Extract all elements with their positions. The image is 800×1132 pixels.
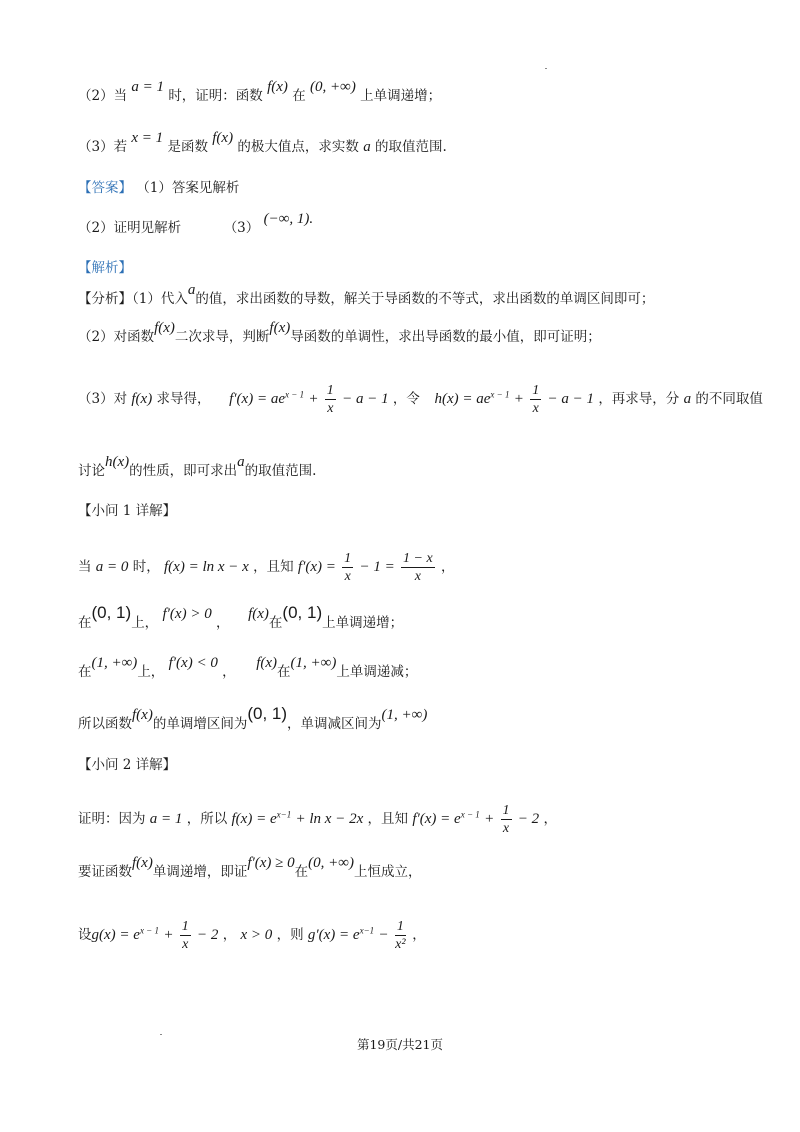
text: 在 <box>78 615 92 631</box>
interval: (0, 1) <box>247 704 288 723</box>
text: ， <box>543 811 557 827</box>
plus-sign: + <box>308 391 319 407</box>
fenxi-text: 的值，求出函数的导数，解关于导函数的不等式，求出函数的单调区间即可； <box>195 291 655 307</box>
xw2-tag: 【小问 2 详解】 <box>78 757 177 773</box>
q3-cond: x = 1 <box>131 130 164 146</box>
fenxi-tag: 【分析】 <box>78 291 132 307</box>
fenxi-text: （3）对 <box>78 391 128 407</box>
fenxi-fx: f(x) <box>269 320 291 336</box>
exponent: x−1 <box>359 925 375 936</box>
exponent: x − 1 <box>285 389 305 400</box>
answer-3-value: (−∞, 1). <box>263 211 314 227</box>
function-def: f(x) = e <box>231 811 277 827</box>
fenxi-tail: − a − 1 <box>342 391 389 407</box>
question-2 <box>78 79 442 106</box>
plus-sign: + <box>163 927 174 943</box>
xw1-tag: 【小问 1 详解】 <box>78 503 177 519</box>
fenxi-fprime: f′(x) = ae <box>229 391 285 407</box>
numerator: 1 <box>532 383 540 398</box>
answer-3-label: （3） <box>223 220 260 236</box>
fenxi-text: 的取值范围. <box>244 463 317 479</box>
minus-two: − 2 <box>517 811 540 827</box>
minus-two: − 2 <box>197 927 219 943</box>
text: ， <box>222 664 236 680</box>
denominator: x <box>327 401 334 416</box>
q2-text: 上单调递增； <box>360 88 442 104</box>
numerator: 1 <box>181 919 189 934</box>
answer-2: （2）证明见解析 <box>78 220 182 236</box>
fenxi-4 <box>78 454 317 481</box>
interval: (0, 1) <box>282 603 323 622</box>
interval: (1, +∞) <box>381 707 428 723</box>
q2-cond: a = 1 <box>131 79 165 95</box>
text: ，且知 <box>367 811 409 827</box>
fraction <box>401 550 435 585</box>
answer-1: （1）答案见解析 <box>136 180 240 196</box>
fenxi-text: 的不同取值 <box>695 391 763 407</box>
exponent: x − 1 <box>139 925 160 936</box>
fenxi-3 <box>78 382 763 417</box>
text: 上， <box>131 615 159 631</box>
xw1-line-4 <box>78 704 428 734</box>
fenxi-h: h(x) = ae <box>434 391 491 407</box>
text: 的单调增区间为 <box>152 716 248 732</box>
fenxi-a: a <box>187 282 196 298</box>
text: 证明：因为 <box>78 811 146 827</box>
interval: (0, +∞) <box>308 855 354 871</box>
text: 时， <box>132 559 160 575</box>
text: 上恒成立， <box>353 864 422 880</box>
fenxi-a: a <box>237 454 245 470</box>
answer-line <box>78 178 239 198</box>
speck <box>545 68 547 69</box>
minus-one: − 1 = <box>359 559 395 575</box>
question-3 <box>78 130 447 157</box>
text: 在 <box>277 664 291 680</box>
xw2-line-1 <box>78 802 557 837</box>
text: 上单调递减； <box>336 664 418 680</box>
text: 设 <box>78 927 92 943</box>
fenxi-text: ，再求导，分 <box>598 391 680 407</box>
xw1-heading <box>78 501 176 521</box>
interval: (0, 1) <box>91 603 132 622</box>
derivative: f′(x) ≥ 0 <box>247 855 295 871</box>
q3-a: a <box>363 139 371 155</box>
fx: f(x) <box>132 855 153 871</box>
q2-label: （2）当 <box>78 88 128 104</box>
numerator: 1 <box>396 919 404 934</box>
denominator: x <box>344 569 351 584</box>
fenxi-text: （1）代入 <box>132 291 188 307</box>
analysis-tag: 【解析】 <box>78 260 132 276</box>
fenxi-fx: f(x) <box>154 320 175 336</box>
numerator: 1 <box>344 551 352 566</box>
exponent: x − 1 <box>490 389 510 400</box>
analysis-heading <box>78 258 132 278</box>
q2-fx: f(x) <box>267 79 288 95</box>
text: 上单调递增； <box>322 615 404 631</box>
text: ，所以 <box>186 811 228 827</box>
text: ，则 <box>276 927 304 943</box>
fenxi-text: 求导得， <box>156 391 211 407</box>
fenxi-1 <box>78 282 655 309</box>
denominator: x <box>182 937 189 952</box>
numerator: 1 <box>326 383 334 398</box>
minus-sign: − <box>378 927 389 943</box>
page-footer: 第19页/共21页 <box>356 1037 444 1052</box>
condition: x > 0 <box>240 927 273 943</box>
fraction <box>395 918 406 953</box>
fx: f(x) <box>248 606 269 622</box>
text: ，且知 <box>253 559 294 575</box>
denominator: x <box>414 569 421 584</box>
q3-text: 是函数 <box>167 139 208 155</box>
q2-interval: (0, +∞) <box>310 79 356 95</box>
fenxi-text: 的性质，即可求出 <box>129 463 238 479</box>
fraction <box>180 918 191 953</box>
fenxi-tail: − a − 1 <box>547 391 595 407</box>
interval: (1, +∞) <box>290 655 337 671</box>
answer-tag: 【答案】 <box>78 180 132 196</box>
condition: a = 1 <box>149 811 183 827</box>
fraction <box>530 382 541 417</box>
fenxi-text: （2）对函数 <box>78 329 155 345</box>
text: ， <box>412 927 426 943</box>
interval: (1, +∞) <box>91 655 138 671</box>
text: ， <box>216 615 230 631</box>
q3-text: 的取值范围. <box>374 139 447 155</box>
q3-label: （3）若 <box>78 139 128 155</box>
xw2-line-2 <box>78 855 422 882</box>
q3-fx: f(x) <box>212 130 234 146</box>
derivative: f′(x) = <box>297 559 336 575</box>
q2-text: 时，证明：函数 <box>168 88 263 104</box>
xw2-line-3 <box>78 918 426 953</box>
text: ， <box>222 927 237 943</box>
condition: a = 0 <box>95 559 129 575</box>
exponent: x − 1 <box>460 809 480 820</box>
denominator: x <box>532 401 539 416</box>
numerator: 1 − x <box>403 551 433 566</box>
fenxi-a: a <box>683 391 692 407</box>
text: 在 <box>294 864 309 880</box>
q3-text: 的极大值点，求实数 <box>237 139 359 155</box>
fenxi-2 <box>78 320 601 347</box>
xw1-line-2 <box>78 603 404 633</box>
g-def: g(x) = e <box>91 927 140 943</box>
denominator: x² <box>395 937 406 952</box>
fx: f(x) <box>256 655 278 671</box>
fraction <box>325 382 336 417</box>
derivative: f′(x) = e <box>412 811 461 827</box>
xw2-heading <box>78 755 176 775</box>
fx: f(x) <box>132 707 153 723</box>
fraction <box>342 550 353 585</box>
plus-sign: + <box>513 391 524 407</box>
plus-sign: + <box>484 811 495 827</box>
g-derivative: g′(x) = e <box>307 927 360 943</box>
q2-text: 在 <box>292 88 306 104</box>
fenxi-text: 导函数的单调性，求出导函数的最小值，即可证明； <box>290 329 601 345</box>
fenxi-fx: f(x) <box>131 391 153 407</box>
text: 单调递增，即证 <box>152 864 248 880</box>
denominator: x <box>502 821 510 836</box>
text: 要证函数 <box>78 864 132 880</box>
fraction <box>501 802 512 837</box>
function-def: f(x) = ln x − x <box>164 559 249 575</box>
text: 上， <box>137 664 165 680</box>
fenxi-h: h(x) <box>105 454 130 470</box>
text: ， <box>440 559 455 575</box>
numerator: 1 <box>502 803 510 818</box>
derivative: f′(x) < 0 <box>168 655 218 671</box>
xw1-line-3 <box>78 655 418 682</box>
text: ，单调减区间为 <box>287 716 382 732</box>
derivative: f′(x) > 0 <box>162 606 212 622</box>
text: 在 <box>78 664 92 680</box>
xw1-line-1 <box>78 550 454 585</box>
text: 当 <box>78 559 92 575</box>
text: 所以函数 <box>78 716 132 732</box>
fenxi-text: 讨论 <box>78 463 105 479</box>
answer-line-2 <box>78 211 314 238</box>
text: 在 <box>268 615 283 631</box>
fenxi-text: 二次求导，判断 <box>174 329 270 345</box>
function-def-tail: + ln x − 2x <box>295 811 364 827</box>
fenxi-text: ，令 <box>392 391 420 407</box>
exponent: x−1 <box>276 809 292 820</box>
